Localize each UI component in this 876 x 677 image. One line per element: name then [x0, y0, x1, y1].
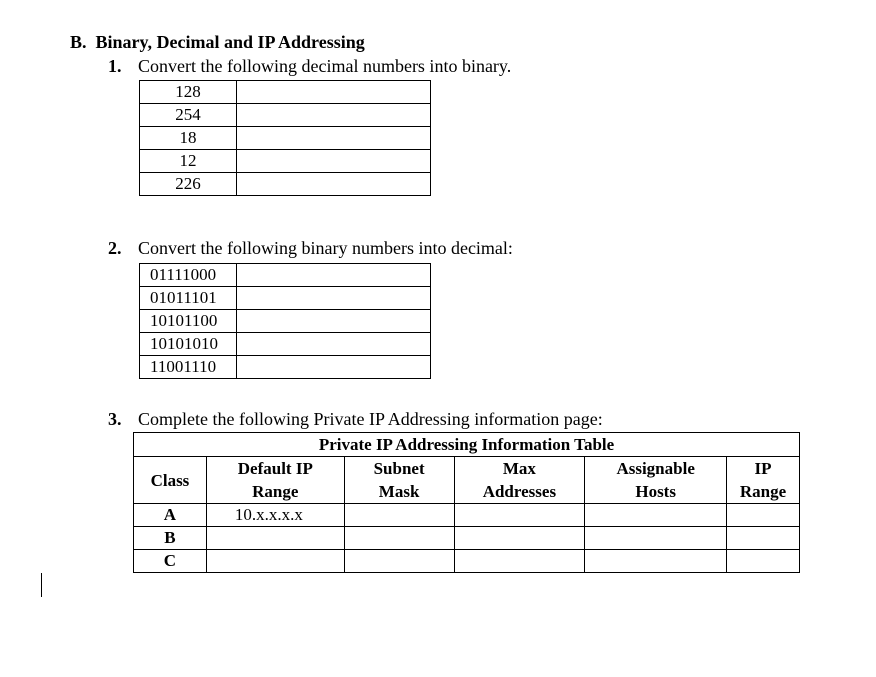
section-title: Binary, Decimal and IP Addressing	[95, 32, 365, 52]
decimal-value: 18	[140, 127, 237, 150]
table-row	[140, 264, 431, 287]
assignable-hosts-cell[interactable]	[585, 550, 727, 573]
ip-range-cell[interactable]	[727, 527, 800, 550]
table-row	[140, 127, 431, 150]
binary-value: 11001110	[140, 356, 237, 379]
section-label: B.	[70, 32, 87, 52]
section-heading	[70, 32, 365, 53]
header-line: Hosts	[635, 482, 676, 501]
decimal-value: 226	[140, 173, 237, 196]
subnet-mask-cell[interactable]	[344, 504, 454, 527]
table-row	[140, 81, 431, 104]
question-2-text: Convert the following binary numbers into decimal:	[138, 238, 513, 258]
max-addresses-cell[interactable]	[454, 550, 585, 573]
subnet-mask-cell[interactable]	[344, 527, 454, 550]
table-row	[140, 356, 431, 379]
header-line: Addresses	[482, 482, 557, 501]
question-1	[108, 56, 511, 77]
column-header-assignable-hosts	[585, 457, 727, 504]
table-header-row	[134, 457, 800, 504]
question-3-number: 3.	[108, 409, 122, 429]
table-row	[140, 173, 431, 196]
assignable-hosts-cell[interactable]	[585, 504, 727, 527]
table-row	[140, 333, 431, 356]
question-2-number: 2.	[108, 238, 122, 258]
decimal-to-binary-table	[139, 80, 431, 196]
column-header-class	[134, 457, 207, 504]
default-ip-range-cell[interactable]: 10.x.x.x.x	[206, 504, 344, 527]
assignable-hosts-cell[interactable]	[585, 527, 727, 550]
table-row	[140, 104, 431, 127]
table-row	[134, 550, 800, 573]
decimal-value: 12	[140, 150, 237, 173]
default-ip-range-cell[interactable]	[206, 527, 344, 550]
binary-value: 01111000	[140, 264, 237, 287]
max-addresses-cell[interactable]	[454, 527, 585, 550]
answer-cell[interactable]	[237, 310, 431, 333]
answer-cell[interactable]	[237, 150, 431, 173]
decimal-value: 128	[140, 81, 237, 104]
ip-range-cell[interactable]	[727, 504, 800, 527]
binary-to-decimal-table	[139, 263, 431, 379]
binary-value: 01011101	[140, 287, 237, 310]
subnet-mask-cell[interactable]	[344, 550, 454, 573]
private-ip-table	[133, 432, 800, 573]
column-header-subnet-mask	[344, 457, 454, 504]
table-title-row	[134, 433, 800, 457]
question-3	[108, 409, 603, 430]
class-label: A	[134, 504, 207, 527]
answer-cell[interactable]	[237, 264, 431, 287]
question-1-number: 1.	[108, 56, 122, 76]
max-addresses-cell[interactable]	[454, 504, 585, 527]
class-label: C	[134, 550, 207, 573]
table-row	[140, 287, 431, 310]
header-line: Default IP	[237, 459, 313, 478]
default-ip-range-cell[interactable]	[206, 550, 344, 573]
answer-cell[interactable]	[237, 127, 431, 150]
question-3-text: Complete the following Private IP Addressing information page:	[138, 409, 603, 429]
question-1-text: Convert the following decimal numbers into binary.	[138, 56, 512, 76]
text-cursor	[41, 573, 42, 597]
table-row	[134, 504, 800, 527]
table-title: Private IP Addressing Information Table	[134, 433, 800, 457]
header-line: Assignable	[616, 459, 695, 478]
header-line: Max	[502, 459, 536, 478]
column-header-default-ip-range	[206, 457, 344, 504]
answer-cell[interactable]	[237, 81, 431, 104]
answer-cell[interactable]	[237, 356, 431, 379]
ip-range-cell[interactable]	[727, 550, 800, 573]
answer-cell[interactable]	[237, 287, 431, 310]
header-line: Class	[150, 470, 190, 490]
answer-cell[interactable]	[237, 173, 431, 196]
answer-cell[interactable]	[237, 333, 431, 356]
class-label: B	[134, 527, 207, 550]
table-row	[140, 150, 431, 173]
table-row	[134, 527, 800, 550]
binary-value: 10101100	[140, 310, 237, 333]
answer-cell[interactable]	[237, 104, 431, 127]
header-line: Range	[252, 482, 299, 501]
header-line: Subnet	[373, 459, 425, 478]
question-2	[108, 238, 513, 259]
header-line: Range	[739, 482, 787, 501]
table-row	[140, 310, 431, 333]
header-line: IP	[754, 459, 772, 478]
header-line: Mask	[378, 482, 420, 501]
binary-value: 10101010	[140, 333, 237, 356]
column-header-ip-range	[727, 457, 800, 504]
column-header-max-addresses	[454, 457, 585, 504]
decimal-value: 254	[140, 104, 237, 127]
